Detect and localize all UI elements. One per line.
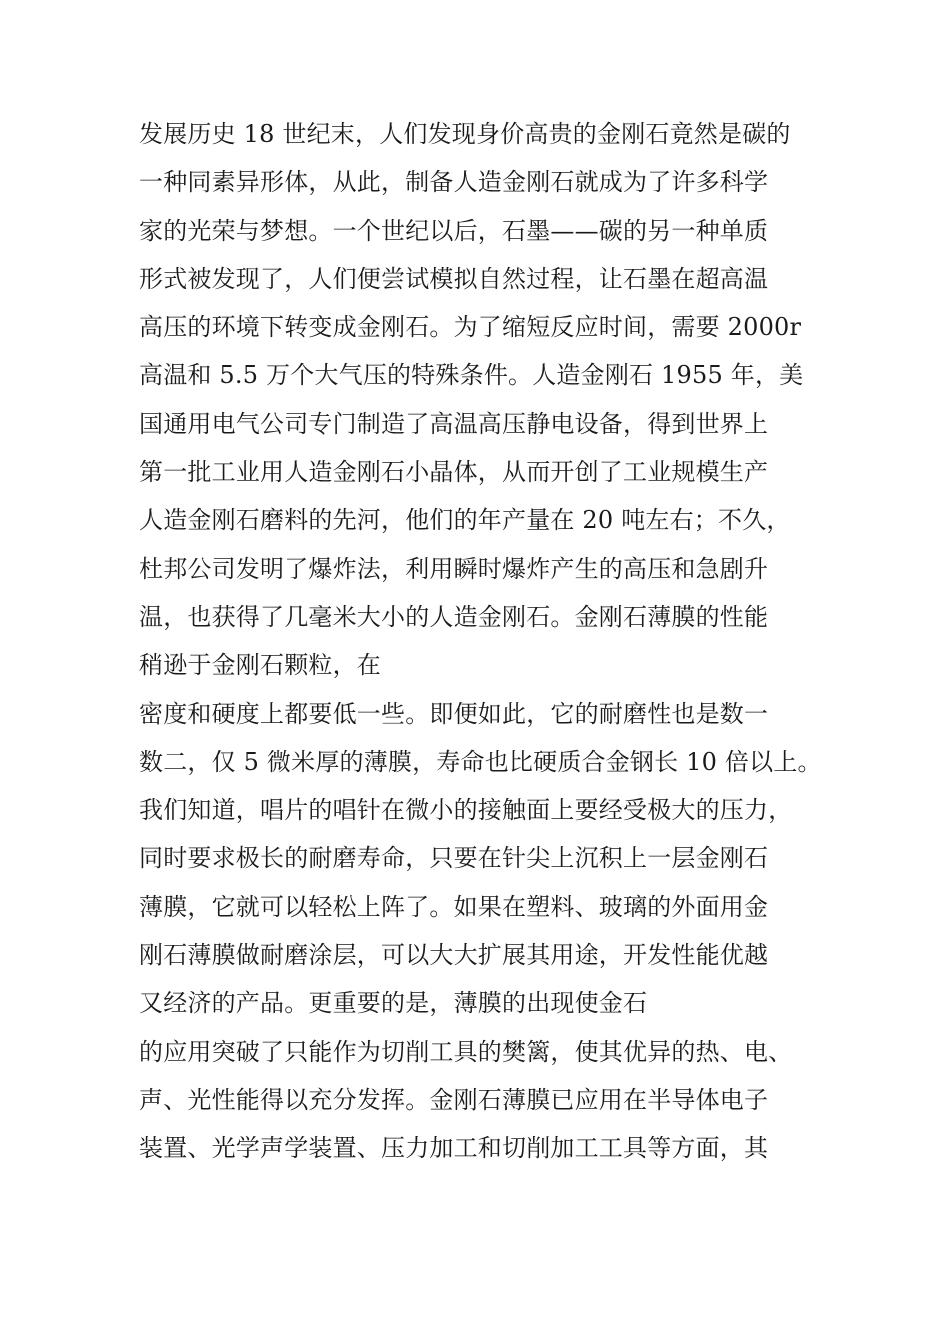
text-line: 第一批工业用人造金刚石小晶体，从而开创了工业规模生产 (139, 458, 769, 487)
text-line: 的应用突破了只能作为切削工具的樊篱，使其优异的热、电、 (139, 1037, 793, 1066)
text-line: 人造金刚石磨料的先河，他们的年产量在 20 吨左右；不久， (139, 506, 791, 535)
text-line: 形式被发现了，人们便尝试模拟自然过程，让石墨在超高温 (139, 264, 769, 293)
text-line: 稍逊于金刚石颗粒，在 (139, 651, 381, 680)
text-line: 国通用电气公司专门制造了高温高压静电设备，得到世界上 (139, 409, 769, 438)
text-line: 发展历史 18 世纪末，人们发现身价高贵的金刚石竟然是碳的 (139, 120, 791, 148)
text-line: 高压的环境下转变成金刚石。为了缩短反应时间，需要 2000r (139, 313, 802, 342)
text-line: 声、光性能得以充分发挥。金刚石薄膜已应用在半导体电子 (139, 1085, 769, 1114)
text-line: 刚石薄膜做耐磨涂层，可以大大扩展其用途，开发性能优越 (139, 941, 769, 970)
text-line: 高温和 5.5 万个大气压的特殊条件。人造金刚石 1955 年，美 (139, 361, 804, 390)
text-line: 密度和硬度上都要低一些。即便如此，它的耐磨性也是数一 (139, 699, 769, 728)
document-body (139, 110, 859, 1173)
text-line: 杜邦公司发明了爆炸法，利用瞬时爆炸产生的高压和急剧升 (139, 554, 769, 583)
text-line: 又经济的产品。更重要的是，薄膜的出现使金石 (139, 989, 648, 1018)
text-line: 温，也获得了几毫米大小的人造金刚石。金刚石薄膜的性能 (139, 602, 769, 631)
text-line: 装置、光学声学装置、压力加工和切削加工工具等方面，其 (139, 1134, 769, 1163)
text-line: 我们知道，唱片的唱针在微小的接触面上要经受极大的压力， (139, 796, 793, 825)
text-line: 家的光荣与梦想。一个世纪以后，石墨——碳的另一种单质 (139, 216, 769, 245)
text-line: 薄膜，它就可以轻松上阵了。如果在塑料、玻璃的外面用金 (139, 892, 769, 921)
text-line: 同时要求极长的耐磨寿命，只要在针尖上沉积上一层金刚石 (139, 844, 769, 873)
text-line: 一种同素异形体，从此，制备人造金刚石就成为了许多科学 (139, 168, 769, 197)
text-line: 数二，仅 5 微米厚的薄膜，寿命也比硬质合金钢长 10 倍以上。 (139, 747, 822, 776)
